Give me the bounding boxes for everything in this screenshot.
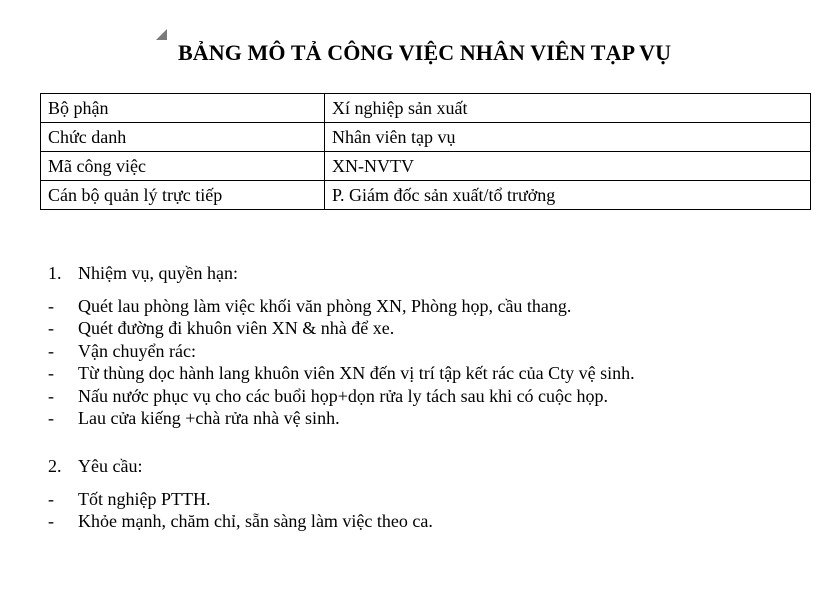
list-item-text: Từ thùng dọc hành lang khuôn viên XN đến vị trí tập kết rác của Cty vệ sinh. <box>78 363 635 384</box>
dash-bullet-icon: - <box>48 363 54 384</box>
dash-bullet-icon: - <box>48 511 54 532</box>
dash-bullet-icon: - <box>48 489 54 509</box>
paragraph-marker-icon <box>156 29 167 40</box>
list-item-text: Quét đường đi khuôn viên XN & nhà để xe. <box>78 318 395 339</box>
list-item-text: Vận chuyển rác: <box>78 340 196 361</box>
table-row <box>41 94 811 123</box>
table-label-cell: Cán bộ quản lý trực tiếp <box>41 181 325 210</box>
dash-bullet-icon: - <box>48 296 54 316</box>
section-heading-text: Yêu cầu: <box>78 456 143 476</box>
job-info-table <box>40 93 811 210</box>
table-label-cell: Chức danh <box>41 123 325 152</box>
list-item-text: Lau cửa kiếng +chà rửa nhà vệ sinh. <box>78 407 340 428</box>
title-row <box>0 24 835 65</box>
list-item-text: Tốt nghiệp PTTH. <box>78 489 211 509</box>
dash-bullet-icon: - <box>48 318 54 339</box>
section-number: 1. <box>48 263 62 283</box>
section-number: 2. <box>48 456 62 476</box>
table-row <box>41 123 811 152</box>
list-item-text: Khỏe mạnh, chăm chỉ, sẵn sàng làm việc theo ca. <box>78 511 433 532</box>
page-title: BẢNG MÔ TẢ CÔNG VIỆC NHÂN VIÊN TẠP VỤ <box>178 39 672 65</box>
dash-bullet-icon: - <box>48 385 54 406</box>
dash-bullet-icon: - <box>48 340 54 361</box>
table-value-cell: XN-NVTV <box>325 152 811 181</box>
table-row <box>41 181 811 210</box>
table-value-cell: Xí nghiệp sản xuất <box>325 94 811 123</box>
table-label-cell: Mã công việc <box>41 152 325 181</box>
table-value-cell: P. Giám đốc sản xuất/tổ trưởng <box>325 181 811 210</box>
list-item-text: Quét lau phòng làm việc khối văn phòng XN, Phòng họp, cầu thang. <box>78 296 572 316</box>
table-label-cell: Bộ phận <box>41 94 325 123</box>
section-heading-text: Nhiệm vụ, quyền hạn: <box>78 263 238 283</box>
list-item-text: Nấu nước phục vụ cho các buổi họp+dọn rửa ly tách sau khi có cuộc họp. <box>78 385 609 406</box>
dash-bullet-icon: - <box>48 407 54 428</box>
table-row <box>41 152 811 181</box>
table-value-cell: Nhân viên tạp vụ <box>325 123 811 152</box>
